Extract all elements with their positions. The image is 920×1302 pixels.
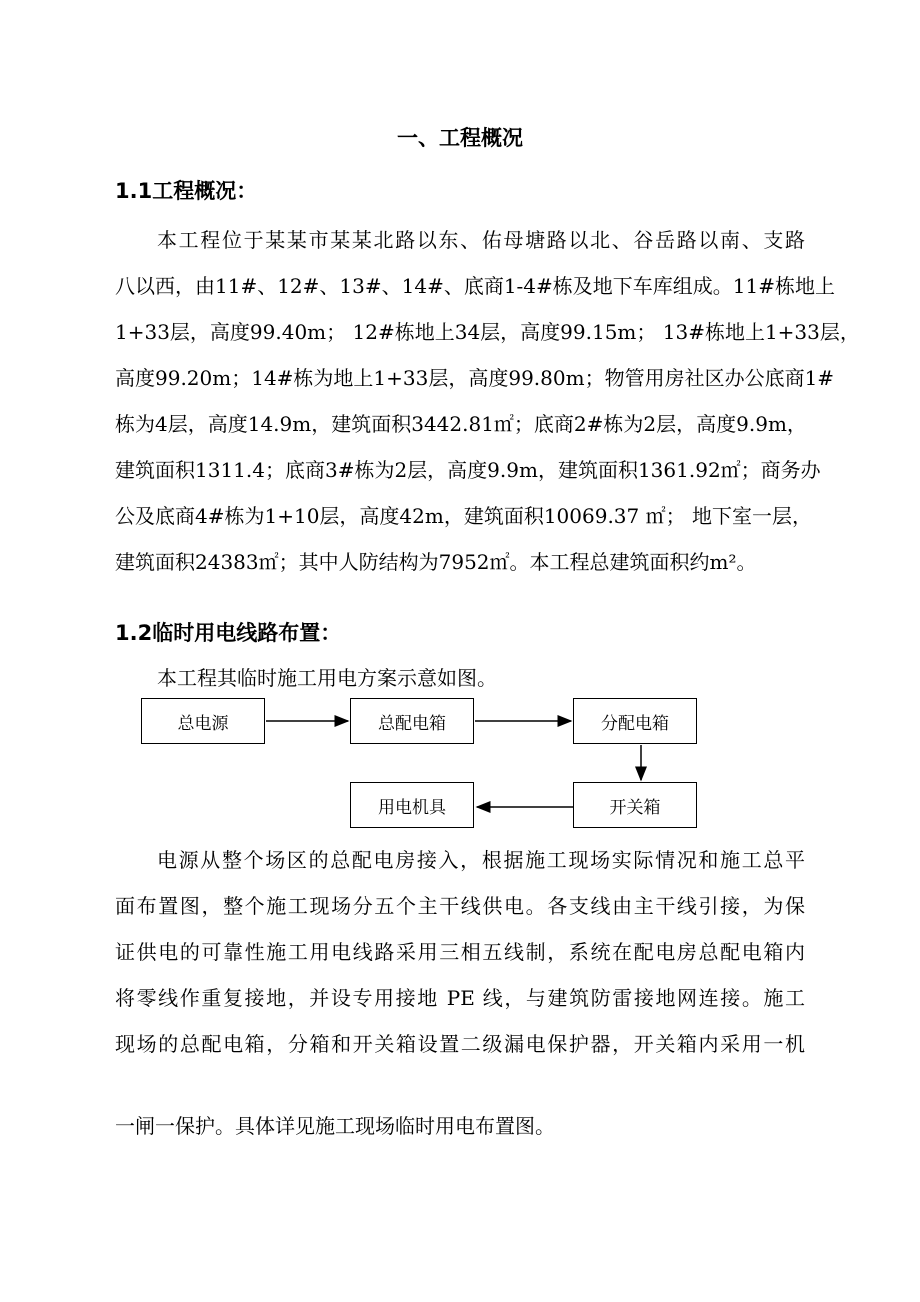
- chapter-title: 一、工程概况: [397, 126, 523, 150]
- paragraph-line: 将零线作重复接地，并设专用接地 PE 线，与建筑防雷接地网连接。施工: [115, 986, 805, 1010]
- paragraph-line: 栋为4层，高度14.9m，建筑面积3442.81㎡；底商2#栋为2层，高度9.9m，: [115, 412, 807, 436]
- paragraph-line: 建筑面积1311.4；底商3#栋为2层，高度9.9m，建筑面积1361.92㎡；商务办: [115, 458, 821, 482]
- paragraph-line: 证供电的可靠性施工用电线路采用三相五线制，系统在配电房总配电箱内: [115, 940, 805, 964]
- paragraph-line: 本工程位于某某市某某北路以东、佑母塘路以北、谷岳路以南、支路: [157, 228, 805, 252]
- flow-box-power-source: 总电源: [141, 698, 265, 744]
- flow-box-sub-distribution: 分配电箱: [573, 698, 697, 744]
- paragraph-line: 现场的总配电箱，分箱和开关箱设置二级漏电保护器，开关箱内采用一机: [115, 1032, 805, 1056]
- section-heading-1-1: 1.1工程概况：: [115, 179, 258, 203]
- paragraph-line: 建筑面积24383㎡；其中人防结构为7952㎡。本工程总建筑面积约m²。: [115, 550, 757, 574]
- paragraph-line: 高度99.20m；14#栋为地上1+33层，高度99.80m；物管用房社区办公底商1#: [115, 366, 835, 390]
- flow-box-main-distribution: 总配电箱: [350, 698, 474, 744]
- flow-box-switch-box: 开关箱: [573, 782, 697, 828]
- paragraph-line: 一闸一保护。具体详见施工现场临时用电布置图。: [115, 1114, 555, 1138]
- paragraph-line: 面布置图，整个施工现场分五个主干线供电。各支线由主干线引接，为保: [115, 894, 805, 918]
- section-heading-1-2: 1.2临时用电线路布置：: [115, 621, 342, 645]
- paragraph-line: 电源从整个场区的总配电房接入，根据施工现场实际情况和施工总平: [157, 848, 805, 872]
- flow-box-equipment: 用电机具: [350, 782, 474, 828]
- paragraph-line: 1+33层，高度99.40m； 12#栋地上34层，高度99.15m； 13#栋地上1+33层，: [115, 320, 860, 344]
- paragraph-line: 八以西，由11#、12#、13#、14#、底商1-4#栋及地下车库组成。11#栋地上: [115, 274, 835, 298]
- diagram-intro: 本工程其临时施工用电方案示意如图。: [157, 666, 497, 690]
- paragraph-line: 公及底商4#栋为1+10层，高度42m，建筑面积10069.37 ㎡； 地下室一层，: [115, 504, 812, 528]
